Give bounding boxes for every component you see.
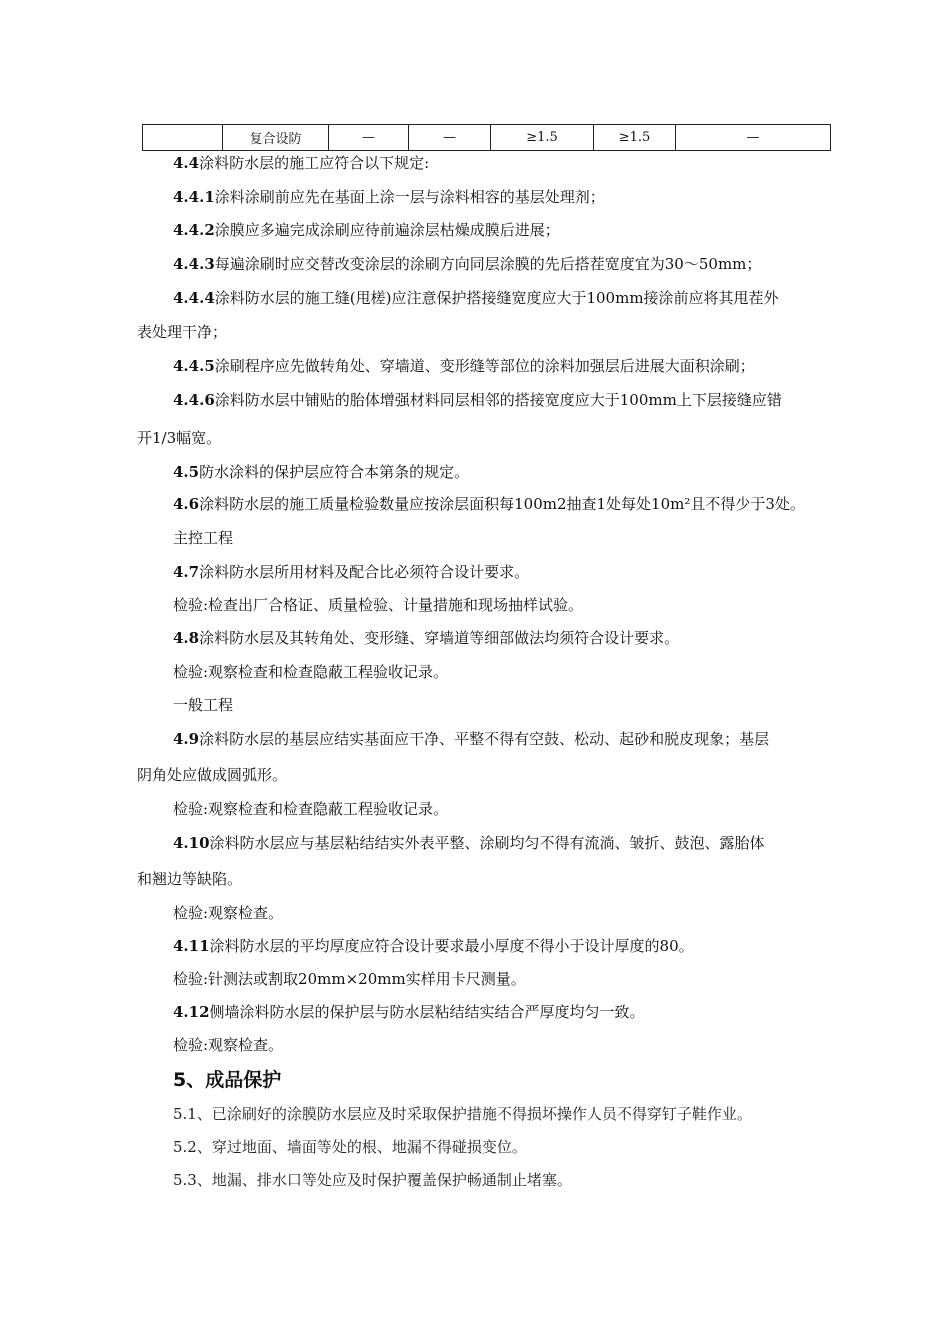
clause-number: 4.11 — [173, 937, 210, 955]
clause-text: 侧墙涂料防水层的保护层与防水层粘结结实结合严厚度均匀一致。 — [209, 1003, 645, 1021]
clause-text: 涂料涂刷前应先在基面上涂一层与涂料相容的基层处理剂； — [214, 188, 605, 206]
clause-line — [173, 288, 779, 308]
clause-line — [173, 153, 429, 173]
inspection-line: 检验:针测法或割取20mm×20mm实样用卡尺测量。 — [173, 970, 526, 988]
clause-text: 涂料防水层应与基层粘结结实外表平整、涂刷均匀不得有流淌、皱折、鼓泡、露胎体 — [209, 834, 765, 852]
clause-continuation: 表处理干净； — [137, 323, 228, 341]
table-cell: ≥1.5 — [491, 125, 594, 151]
inspection-line: 检验:检查出厂合格证、质量检验、计量措施和现场抽样试验。 — [173, 596, 584, 614]
clause-continuation: 和翘边等缺陷。 — [137, 870, 243, 888]
clause-text: 涂料防水层所用材料及配合比必须符合设计要求。 — [199, 563, 530, 581]
table-cell: — — [409, 125, 491, 151]
clause-number: 4.8 — [173, 629, 200, 647]
clause-line — [173, 220, 560, 240]
clause-number: 4.4.4 — [173, 289, 215, 307]
clause-number: 4.10 — [173, 834, 210, 852]
subheading-main-control: 主控工程 — [173, 529, 234, 547]
table-row — [143, 125, 831, 151]
clause-number: 4.5 — [173, 463, 200, 481]
section-heading: 5、成品保护 — [173, 1069, 282, 1091]
clause-number: 4.12 — [173, 1003, 210, 1021]
clause-number: 4.6 — [173, 495, 200, 513]
clause-text: 涂料防水层的基层应结实基面应干净、平整不得有空鼓、松动、起砂和脱皮现象；基层 — [199, 730, 770, 748]
subheading-general: 一般工程 — [173, 696, 234, 714]
table-cell: ≥1.5 — [594, 125, 676, 151]
clause-line — [173, 254, 761, 274]
clause-text: 每遍涂刷时应交替改变涂层的涂刷方向同层涂膜的先后搭茬宽度宜为30～50mm； — [214, 255, 762, 273]
section-item: 5.2、穿过地面、墙面等处的根、地漏不得碰损变位。 — [173, 1138, 527, 1156]
clause-line — [173, 462, 469, 482]
clause-line — [173, 729, 769, 749]
clause-number: 4.4.3 — [173, 255, 215, 273]
section-item: 5.3、地漏、排水口等处应及时保护覆盖保护畅通制止堵塞。 — [173, 1171, 572, 1189]
clause-number: 4.9 — [173, 730, 200, 748]
clause-continuation: 开1/3幅宽。 — [137, 429, 222, 447]
clause-line — [173, 356, 755, 376]
inspection-line: 检验:观察检查。 — [173, 1036, 284, 1054]
table-cell: 复合设防 — [223, 125, 329, 151]
spec-table — [142, 124, 831, 151]
section-item: 5.1、已涂刷好的涂膜防水层应及时采取保护措施不得损坏操作人员不得穿钉子鞋作业。 — [173, 1105, 752, 1123]
clause-text: 涂料防水层及其转角处、变形缝、穿墙道等细部做法均须符合设计要求。 — [199, 629, 680, 647]
clause-number: 4.4.2 — [173, 221, 215, 239]
clause-line — [173, 936, 694, 956]
inspection-line: 检验:观察检查和检查隐蔽工程验收记录。 — [173, 800, 449, 818]
clause-text: 涂料防水层的平均厚度应符合设计要求最小厚度不得小于设计厚度的80。 — [209, 937, 694, 955]
clause-number: 4.4.1 — [173, 188, 215, 206]
clause-continuation: 阴角处应做成圆弧形。 — [137, 766, 288, 784]
clause-number: 4.4.6 — [173, 391, 215, 409]
clause-line — [173, 562, 529, 582]
clause-text: 涂料防水层的施工缝(甩槎)应注意保护搭接缝宽度应大于100mm接涂前应将其甩茬外 — [214, 289, 779, 307]
table-cell — [143, 125, 223, 151]
clause-line — [173, 494, 805, 514]
clause-text: 涂膜应多遍完成涂刷应待前遍涂层枯燥成膜后进展； — [214, 221, 560, 239]
clause-text: 防水涂料的保护层应符合本第条的规定。 — [199, 463, 470, 481]
clause-number: 4.4 — [173, 154, 200, 172]
clause-line — [173, 628, 679, 648]
inspection-line: 检验:观察检查和检查隐蔽工程验收记录。 — [173, 663, 449, 681]
table-cell: — — [676, 125, 831, 151]
clause-number: 4.7 — [173, 563, 200, 581]
table-cell: — — [329, 125, 409, 151]
clause-text: 涂刷程序应先做转角处、穿墙道、变形缝等部位的涂料加强层后进展大面积涂刷； — [214, 357, 755, 375]
clause-line — [173, 390, 782, 410]
inspection-line: 检验:观察检查。 — [173, 904, 284, 922]
clause-text: 涂料防水层的施工质量检验数量应按涂层面积每100m2抽查1处每处10m²且不得少于3处。 — [199, 495, 805, 513]
clause-number: 4.4.5 — [173, 357, 215, 375]
clause-line — [173, 833, 765, 853]
clause-line — [173, 1002, 645, 1022]
clause-text: 涂料防水层的施工应符合以下规定: — [199, 154, 430, 172]
clause-line — [173, 187, 605, 207]
clause-text: 涂料防水层中铺贴的胎体增强材料同层相邻的搭接宽度应大于100mm上下层接缝应错 — [214, 391, 782, 409]
